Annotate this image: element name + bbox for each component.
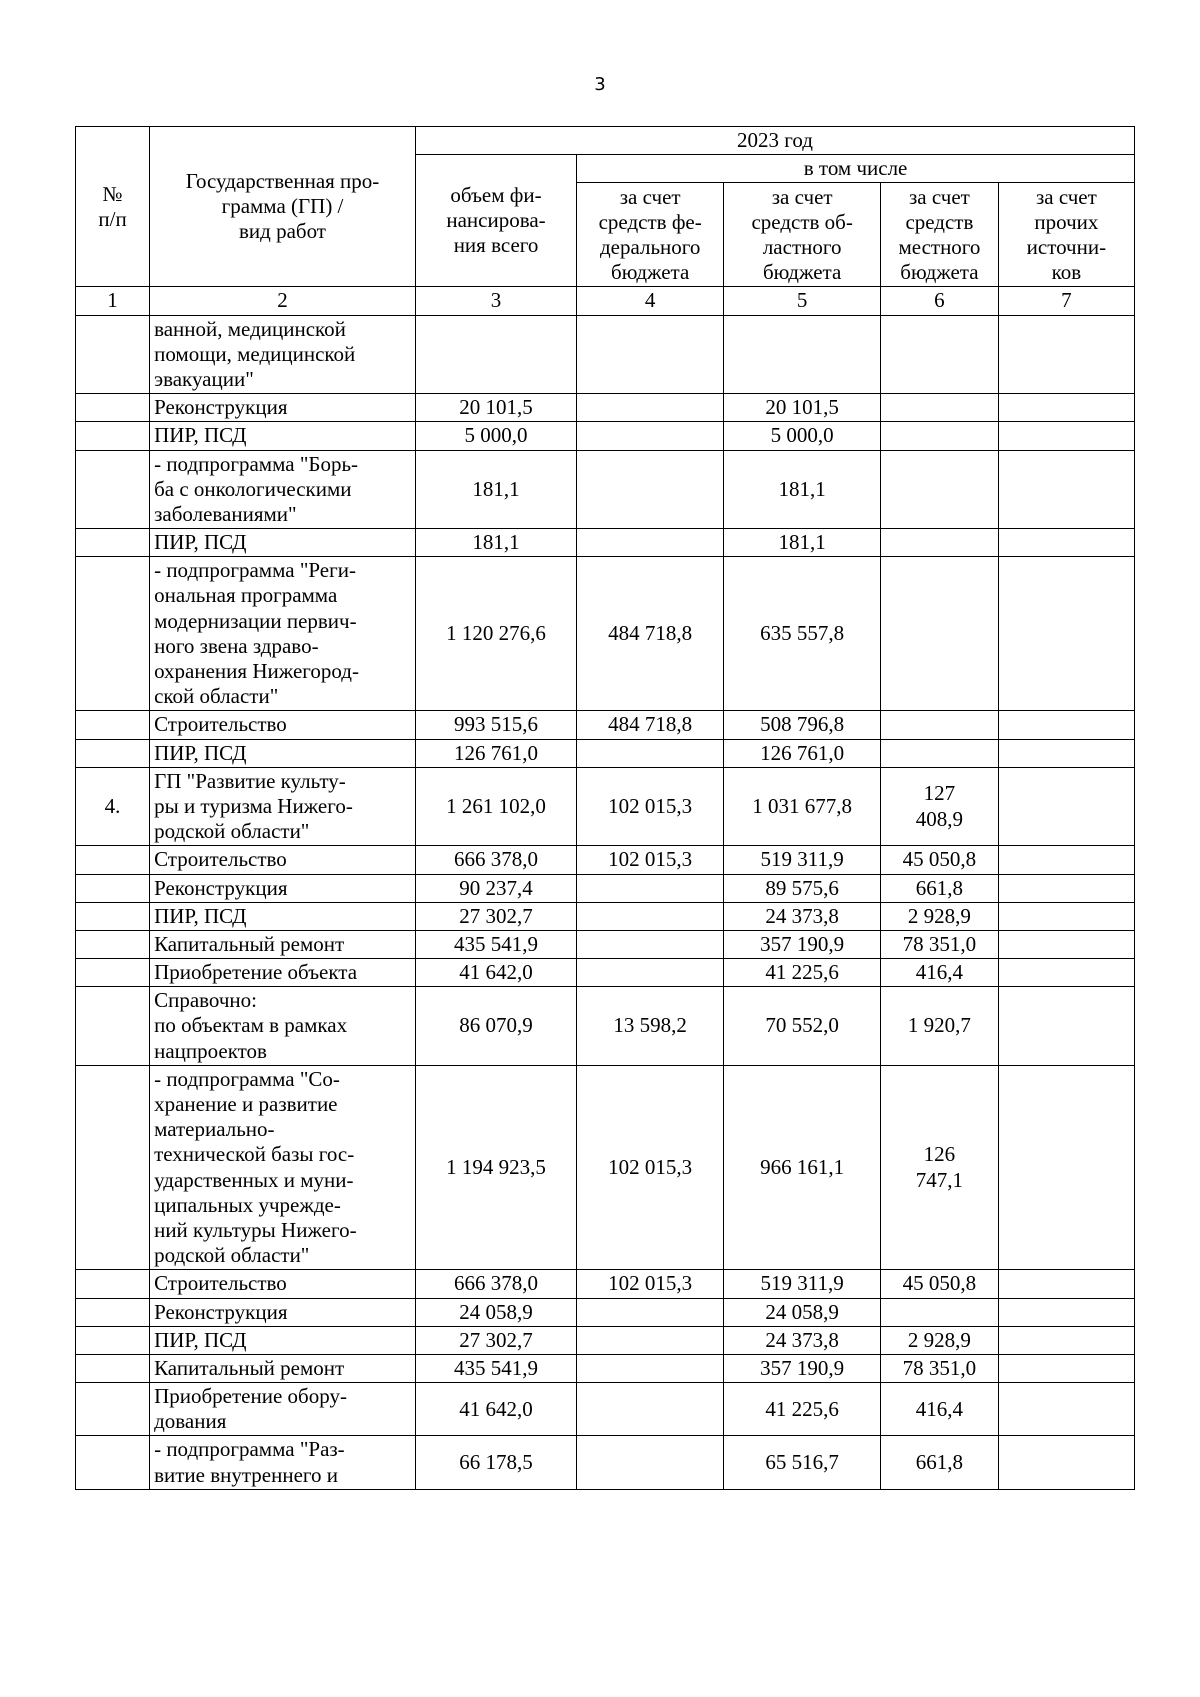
row-other: [998, 1270, 1134, 1298]
row-local: 2 928,9: [881, 1326, 999, 1354]
row-name: ПИР, ПСД: [150, 529, 416, 557]
row-federal: [577, 739, 724, 767]
row-total: 41 642,0: [415, 959, 576, 987]
row-number: [76, 394, 150, 422]
row-federal: [577, 315, 724, 394]
table-row: [76, 1065, 1135, 1270]
row-name: - подпрограмма "Реги- ональная программа модернизации первич- ного звена здраво- охранения Нижегород- ской области": [150, 557, 416, 711]
row-regional: 41 225,6: [724, 959, 881, 987]
header-local: за счет средств местного бюджета: [881, 183, 999, 287]
row-total: 90 237,4: [415, 874, 576, 902]
row-number: [76, 1326, 150, 1354]
row-federal: 102 015,3: [577, 846, 724, 874]
row-name: Строительство: [150, 846, 416, 874]
row-federal: [577, 422, 724, 450]
row-name: Приобретение объекта: [150, 959, 416, 987]
row-federal: [577, 1354, 724, 1382]
row-local: 127 408,9: [881, 767, 999, 846]
row-federal: [577, 1326, 724, 1354]
row-other: [998, 1065, 1134, 1270]
row-total: 181,1: [415, 529, 576, 557]
row-local: 78 351,0: [881, 1354, 999, 1382]
table-row: [76, 529, 1135, 557]
row-other: [998, 529, 1134, 557]
row-other: [998, 394, 1134, 422]
row-name: ванной, медицинской помощи, медицинской эвакуации": [150, 315, 416, 394]
row-name: Строительство: [150, 711, 416, 739]
row-regional: 357 190,9: [724, 1354, 881, 1382]
table-row: [76, 930, 1135, 958]
row-regional: 635 557,8: [724, 557, 881, 711]
row-total: 435 541,9: [415, 1354, 576, 1382]
row-local: [881, 739, 999, 767]
row-regional: 24 058,9: [724, 1298, 881, 1326]
row-name: ПИР, ПСД: [150, 1326, 416, 1354]
row-number: [76, 711, 150, 739]
row-local: 78 351,0: [881, 930, 999, 958]
row-total: 1 120 276,6: [415, 557, 576, 711]
row-local: [881, 315, 999, 394]
row-other: [998, 739, 1134, 767]
row-total: 435 541,9: [415, 930, 576, 958]
row-number: [76, 987, 150, 1066]
row-number: [76, 739, 150, 767]
table-row: [76, 846, 1135, 874]
row-other: [998, 902, 1134, 930]
row-total: 66 178,5: [415, 1436, 576, 1489]
header-regional: за счет средств об- ластного бюджета: [724, 183, 881, 287]
row-regional: 519 311,9: [724, 1270, 881, 1298]
row-other: [998, 874, 1134, 902]
table-row: [76, 557, 1135, 711]
row-number: [76, 557, 150, 711]
column-index: 2: [150, 287, 416, 315]
table-row: [76, 767, 1135, 846]
table-row: [76, 1383, 1135, 1436]
row-regional: 65 516,7: [724, 1436, 881, 1489]
row-total: 1 261 102,0: [415, 767, 576, 846]
row-federal: [577, 959, 724, 987]
row-regional: 24 373,8: [724, 902, 881, 930]
table-row: [76, 959, 1135, 987]
row-total: 27 302,7: [415, 1326, 576, 1354]
table-row: [76, 1326, 1135, 1354]
row-other: [998, 1436, 1134, 1489]
row-regional: [724, 315, 881, 394]
row-number: [76, 1436, 150, 1489]
row-regional: 70 552,0: [724, 987, 881, 1066]
row-regional: 357 190,9: [724, 930, 881, 958]
row-regional: 508 796,8: [724, 711, 881, 739]
row-local: 126 747,1: [881, 1065, 999, 1270]
row-name: Приобретение обору- дования: [150, 1383, 416, 1436]
row-number: [76, 902, 150, 930]
row-total: 666 378,0: [415, 846, 576, 874]
table-row: [76, 450, 1135, 529]
row-name: Справочно: по объектам в рамках нацпроектов: [150, 987, 416, 1066]
row-number: [76, 1354, 150, 1382]
row-local: [881, 557, 999, 711]
row-local: 1 920,7: [881, 987, 999, 1066]
row-federal: [577, 1383, 724, 1436]
header-federal: за счет средств фе- дерального бюджета: [577, 183, 724, 287]
row-federal: 102 015,3: [577, 1270, 724, 1298]
row-regional: 966 161,1: [724, 1065, 881, 1270]
row-name: Реконструкция: [150, 1298, 416, 1326]
page-number: 3: [594, 74, 606, 95]
row-number: [76, 1270, 150, 1298]
row-total: 993 515,6: [415, 711, 576, 739]
row-name: Реконструкция: [150, 394, 416, 422]
header-year: 2023 год: [415, 127, 1134, 155]
header-including: в том числе: [577, 155, 1135, 183]
row-name: Реконструкция: [150, 874, 416, 902]
row-local: 661,8: [881, 1436, 999, 1489]
row-other: [998, 1383, 1134, 1436]
table-body: [76, 315, 1135, 1489]
row-other: [998, 557, 1134, 711]
column-index: 3: [415, 287, 576, 315]
row-name: ГП "Развитие культу- ры и туризма Нижего- родской области": [150, 767, 416, 846]
row-federal: [577, 450, 724, 529]
row-number: [76, 959, 150, 987]
row-number: [76, 874, 150, 902]
row-other: [998, 450, 1134, 529]
row-number: [76, 529, 150, 557]
row-name: ПИР, ПСД: [150, 739, 416, 767]
row-federal: 13 598,2: [577, 987, 724, 1066]
row-regional: 89 575,6: [724, 874, 881, 902]
row-local: [881, 422, 999, 450]
row-other: [998, 987, 1134, 1066]
row-name: Капитальный ремонт: [150, 1354, 416, 1382]
row-name: ПИР, ПСД: [150, 902, 416, 930]
row-name: - подпрограмма "Раз- витие внутреннего и: [150, 1436, 416, 1489]
budget-table: [75, 126, 1135, 1490]
row-federal: [577, 1436, 724, 1489]
row-federal: [577, 874, 724, 902]
row-number: [76, 450, 150, 529]
row-total: 1 194 923,5: [415, 1065, 576, 1270]
row-federal: [577, 902, 724, 930]
row-federal: [577, 529, 724, 557]
header-num: № п/п: [76, 127, 150, 287]
row-other: [998, 711, 1134, 739]
row-regional: 24 373,8: [724, 1326, 881, 1354]
row-number: [76, 846, 150, 874]
table-row: [76, 1298, 1135, 1326]
row-number: [76, 1298, 150, 1326]
row-total: 27 302,7: [415, 902, 576, 930]
row-regional: 519 311,9: [724, 846, 881, 874]
row-local: [881, 529, 999, 557]
row-local: [881, 450, 999, 529]
row-regional: 41 225,6: [724, 1383, 881, 1436]
row-name: Капитальный ремонт: [150, 930, 416, 958]
row-local: [881, 1298, 999, 1326]
table-row: [76, 711, 1135, 739]
row-total: 5 000,0: [415, 422, 576, 450]
row-name: Строительство: [150, 1270, 416, 1298]
column-index: 6: [881, 287, 999, 315]
row-other: [998, 1326, 1134, 1354]
table-row: [76, 987, 1135, 1066]
row-number: [76, 422, 150, 450]
table-row: [76, 394, 1135, 422]
table-header: [76, 127, 1135, 316]
row-federal: [577, 1298, 724, 1326]
row-regional: 181,1: [724, 529, 881, 557]
row-other: [998, 767, 1134, 846]
row-local: 416,4: [881, 959, 999, 987]
row-regional: 126 761,0: [724, 739, 881, 767]
table-row: [76, 1436, 1135, 1489]
header-program: Государственная про- грамма (ГП) / вид работ: [150, 127, 416, 287]
row-federal: [577, 394, 724, 422]
row-federal: 102 015,3: [577, 767, 724, 846]
row-other: [998, 959, 1134, 987]
row-local: 661,8: [881, 874, 999, 902]
row-regional: 1 031 677,8: [724, 767, 881, 846]
table-row: [76, 874, 1135, 902]
row-total: 126 761,0: [415, 739, 576, 767]
row-local: 2 928,9: [881, 902, 999, 930]
column-index: 1: [76, 287, 150, 315]
row-number: 4.: [76, 767, 150, 846]
row-total: [415, 315, 576, 394]
row-number: [76, 930, 150, 958]
row-federal: 484 718,8: [577, 711, 724, 739]
column-index: 5: [724, 287, 881, 315]
row-total: 666 378,0: [415, 1270, 576, 1298]
row-other: [998, 1354, 1134, 1382]
row-local: 45 050,8: [881, 846, 999, 874]
row-regional: 20 101,5: [724, 394, 881, 422]
row-total: 24 058,9: [415, 1298, 576, 1326]
row-number: [76, 1065, 150, 1270]
row-regional: 5 000,0: [724, 422, 881, 450]
row-number: [76, 1383, 150, 1436]
row-number: [76, 315, 150, 394]
row-other: [998, 846, 1134, 874]
row-federal: [577, 930, 724, 958]
row-other: [998, 1298, 1134, 1326]
row-name: - подпрограмма "Борь- ба с онкологическими заболеваниями": [150, 450, 416, 529]
row-local: 45 050,8: [881, 1270, 999, 1298]
row-federal: 102 015,3: [577, 1065, 724, 1270]
row-total: 20 101,5: [415, 394, 576, 422]
row-total: 41 642,0: [415, 1383, 576, 1436]
table-row: [76, 422, 1135, 450]
header-total: объем фи- нансирова- ния всего: [415, 155, 576, 287]
row-regional: 181,1: [724, 450, 881, 529]
table-row: [76, 1270, 1135, 1298]
row-local: 416,4: [881, 1383, 999, 1436]
table-row: [76, 902, 1135, 930]
row-other: [998, 315, 1134, 394]
column-index: 7: [998, 287, 1134, 315]
row-total: 181,1: [415, 450, 576, 529]
row-total: 86 070,9: [415, 987, 576, 1066]
header-other: за счет прочих источни- ков: [998, 183, 1134, 287]
row-federal: 484 718,8: [577, 557, 724, 711]
row-name: - подпрограмма "Со- хранение и развитие материально- технической базы гос- ударственных и муни- ципальных учрежде- ний культуры Нижего- родской области": [150, 1065, 416, 1270]
column-index-row: [76, 287, 1135, 315]
column-index: 4: [577, 287, 724, 315]
row-other: [998, 930, 1134, 958]
table-row: [76, 315, 1135, 394]
table-row: [76, 1354, 1135, 1382]
row-local: [881, 394, 999, 422]
row-other: [998, 422, 1134, 450]
row-name: ПИР, ПСД: [150, 422, 416, 450]
row-local: [881, 711, 999, 739]
table-row: [76, 739, 1135, 767]
